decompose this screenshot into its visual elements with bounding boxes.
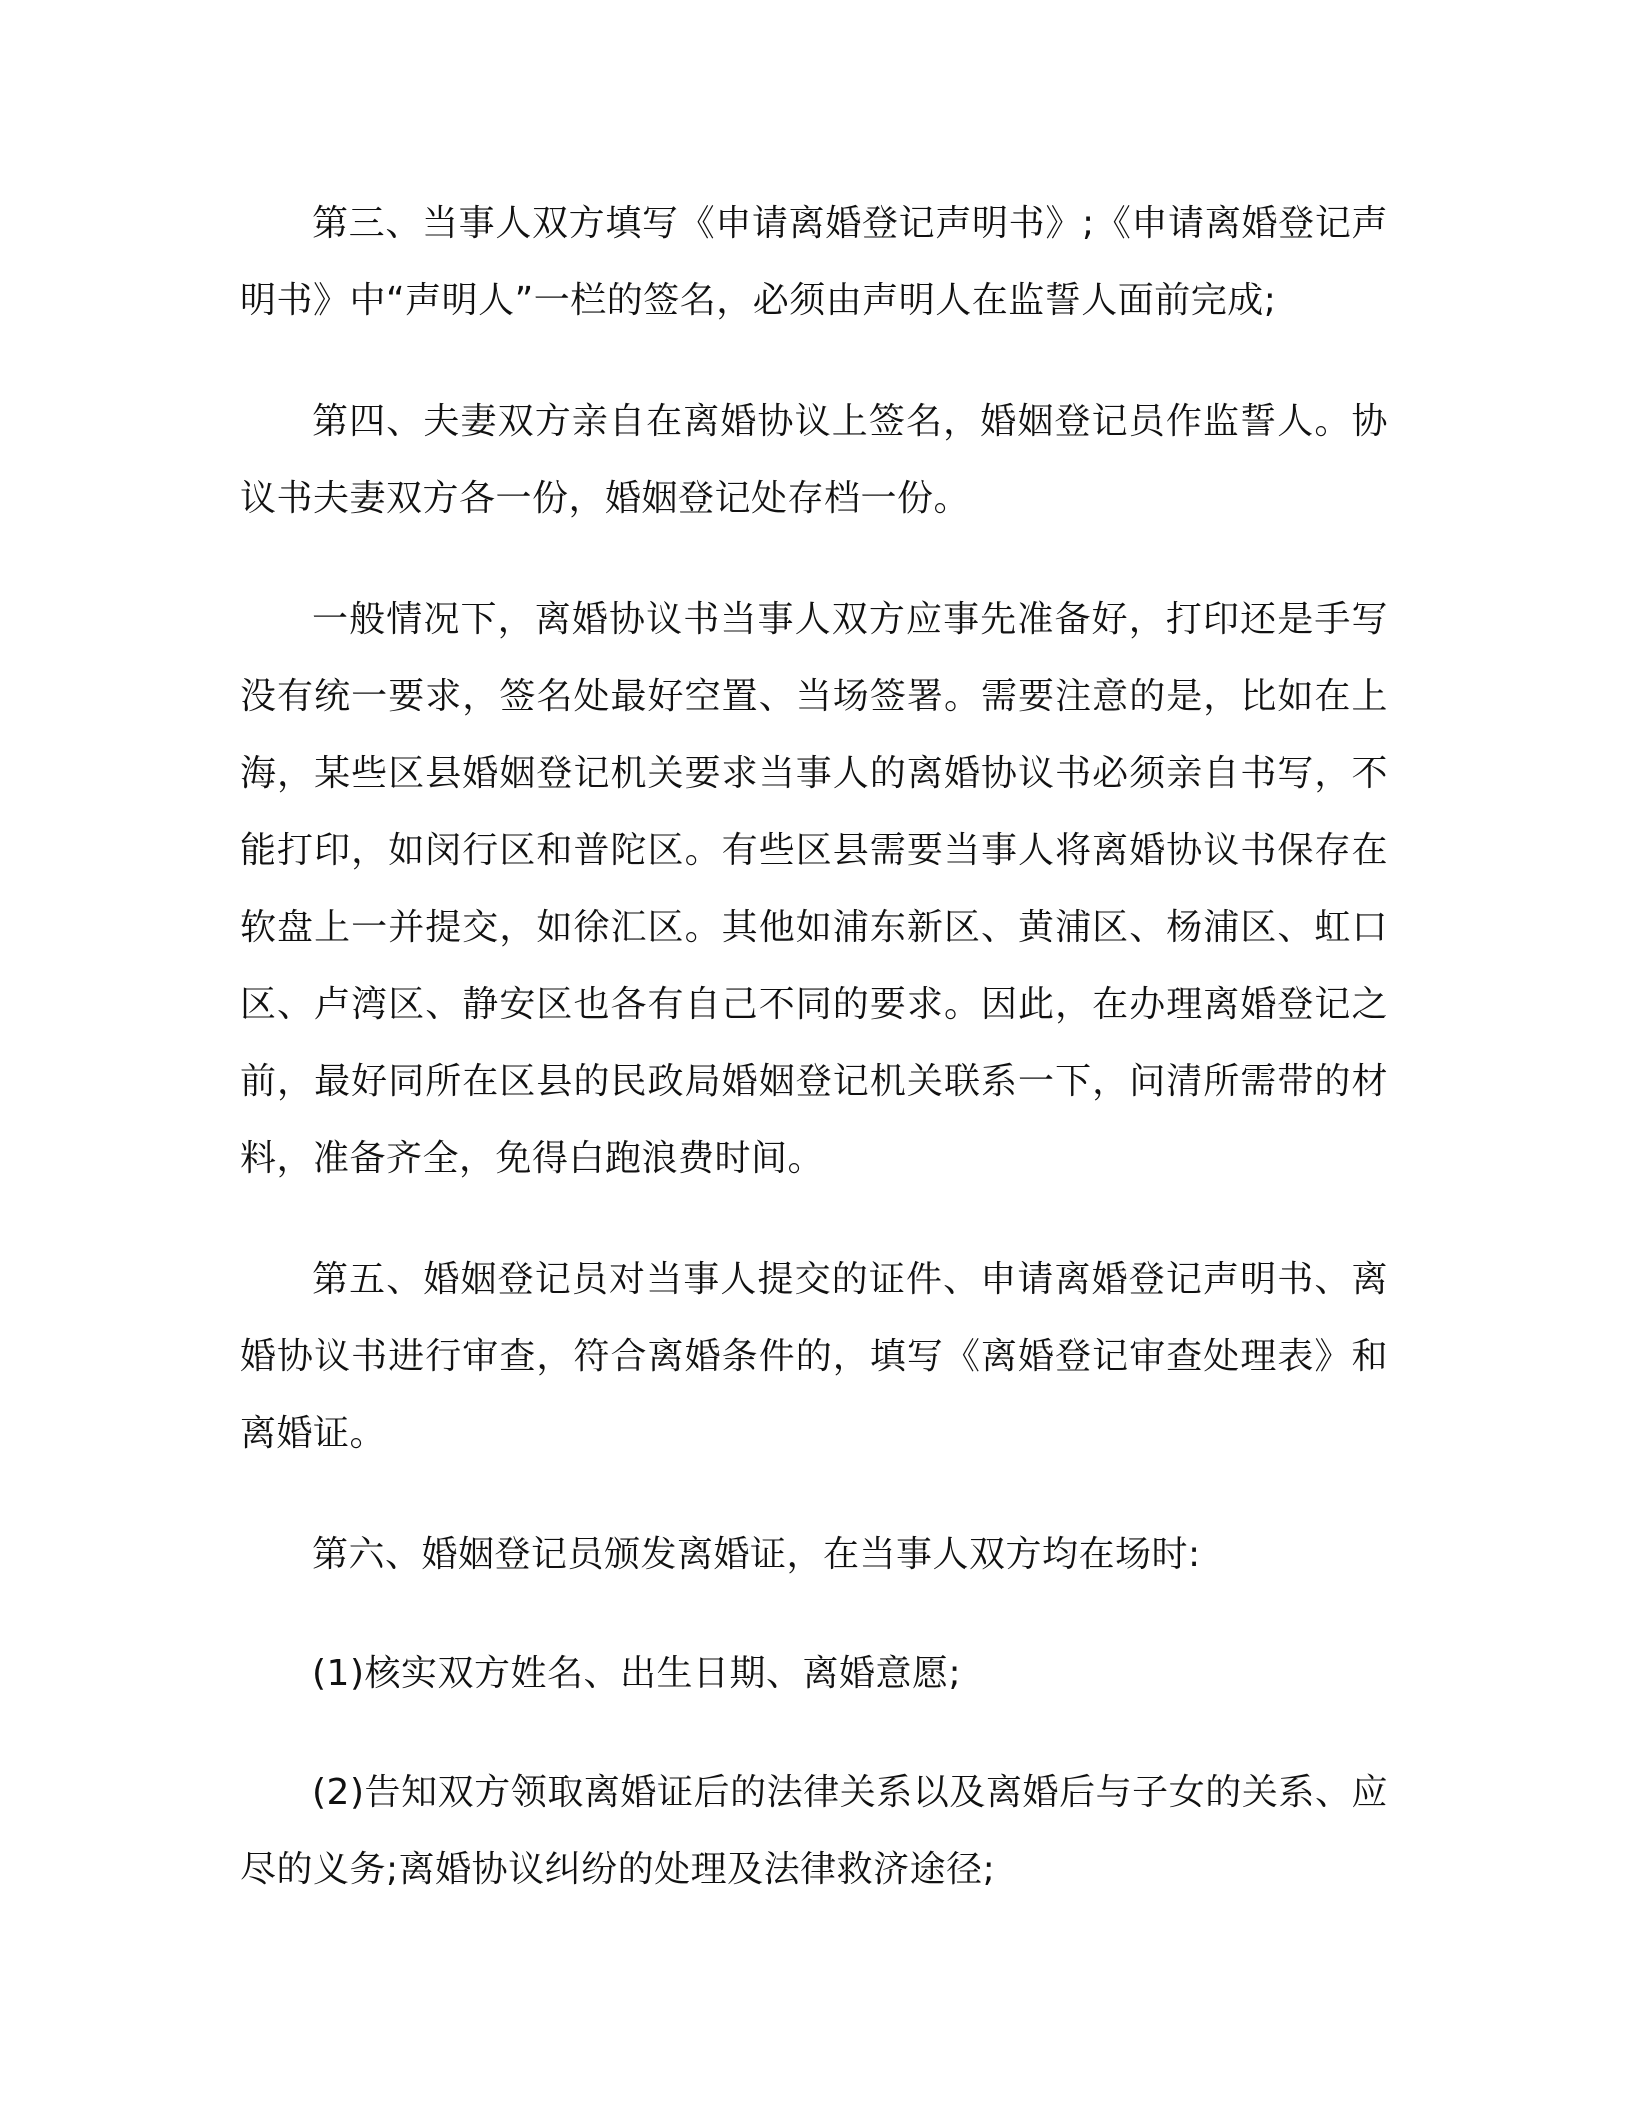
paragraph-item-two: (2)告知双方领取离婚证后的法律关系以及离婚后与子女的关系、应尽的义务;离婚协议纠纷的处理及法律救济途径; bbox=[240, 1772, 1388, 1890]
paragraph-step-three: 第三、当事人双方填写《申请离婚登记声明书》;《申请离婚登记声明书》中“声明人”一栏的签名，必须由声明人在监誓人面前完成; bbox=[240, 203, 1388, 321]
paragraph-step-five: 第五、婚姻登记员对当事人提交的证件、申请离婚登记声明书、离婚协议书进行审查，符合离婚条件的，填写《离婚登记审查处理表》和离婚证。 bbox=[240, 1259, 1388, 1454]
document-page bbox=[240, 185, 1388, 1952]
paragraph-step-six: 第六、婚姻登记员颁发离婚证，在当事人双方均在场时: bbox=[312, 1534, 1201, 1575]
paragraph-item-one: (1)核实双方姓名、出生日期、离婚意愿; bbox=[312, 1653, 962, 1694]
paragraph-step-four: 第四、夫妻双方亲自在离婚协议上签名，婚姻登记员作监誓人。协议书夫妻双方各一份，婚姻登记处存档一份。 bbox=[240, 401, 1388, 519]
paragraph-general-note: 一般情况下，离婚协议书当事人双方应事先准备好，打印还是手写没有统一要求，签名处最好空置、当场签署。需要注意的是，比如在上海，某些区县婚姻登记机关要求当事人的离婚协议书必须亲自书写，不能打印，如闵行区和普陀区。有些区县需要当事人将离婚协议书保存在软盘上一并提交，如徐汇区。其他如浦东新区、黄浦区、杨浦区、虹口区、卢湾区、静安区也各有自己不同的要求。因此，在办理离婚登记之前，最好同所在区县的民政局婚姻登记机关联系一下，问清所需带的材料，准备齐全，免得白跑浪费时间。 bbox=[240, 599, 1388, 1179]
